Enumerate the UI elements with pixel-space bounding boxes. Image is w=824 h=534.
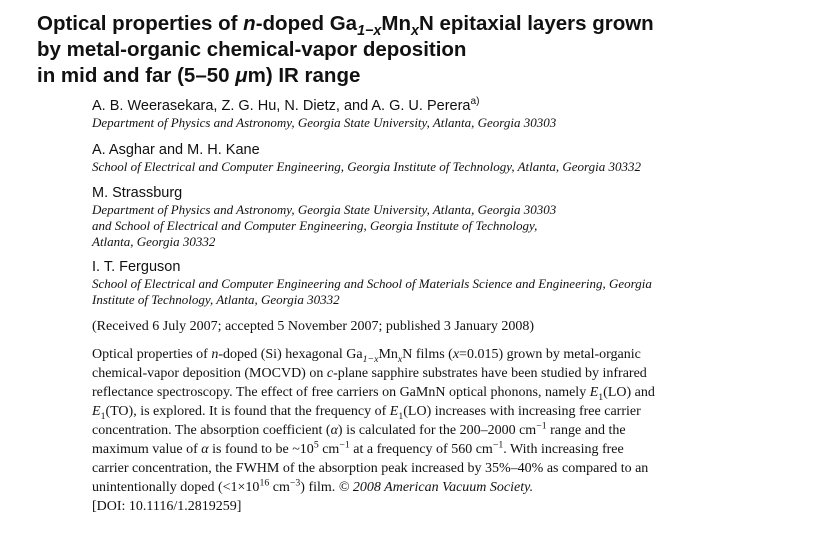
abstract-line: carrier concentration, the FWHM of the absorption peak increased by 35%–40% as compared to an <box>92 461 649 476</box>
title-text: -doped Ga <box>255 12 358 35</box>
abstract-text: at a frequency of 560 cm <box>349 442 493 457</box>
abstract-text: N films ( <box>402 347 453 362</box>
abstract-superscript: −1 <box>492 439 504 451</box>
affiliation-line: Department of Physics and Astronomy, Georgia State University, Atlanta, Georgia 30303 <box>92 202 557 217</box>
abstract-subscript: x <box>397 353 403 365</box>
abstract-text: (LO) increases with increasing free carrier <box>403 404 641 419</box>
affiliation-line: Institute of Technology, Atlanta, Georgia 30332 <box>92 292 340 307</box>
abstract-text: Mn <box>378 347 398 362</box>
abstract-superscript: −3 <box>289 477 301 489</box>
publication-dates: (Received 6 July 2007; accepted 5 November 2007; published 3 January 2008) <box>92 319 535 334</box>
abstract-line <box>92 478 732 497</box>
affiliation-line: Department of Physics and Astronomy, Georgia State University, Atlanta, Georgia 30303 <box>92 115 557 130</box>
abstract-text: (LO) and <box>603 385 655 400</box>
author-names: M. Strassburg <box>92 185 183 201</box>
title-line-2: by metal-organic chemical-vapor deposition <box>37 38 467 61</box>
author-text: A. B. Weerasekara, Z. G. Hu, N. Dietz, and A. G. U. Perera <box>92 98 471 114</box>
author-group-2 <box>92 141 792 175</box>
abstract-text: ) film. <box>300 480 339 495</box>
author-footnote-mark: a) <box>470 96 480 108</box>
title-subscript: 1−x <box>357 23 382 40</box>
abstract-subscript: 1 <box>398 410 404 422</box>
abstract-superscript: −1 <box>536 420 547 432</box>
affiliation-line: School of Electrical and Computer Engineering and School of Materials Science and Engineering, Georgia <box>92 276 652 291</box>
abstract-text: n <box>211 347 219 362</box>
author-group-4 <box>92 258 792 308</box>
abstract-line <box>92 402 732 421</box>
abstract-text: maximum value of <box>92 442 202 457</box>
abstract-line <box>92 345 732 364</box>
abstract-text: =0.015) grown by metal-organic <box>459 347 641 362</box>
author-names: I. T. Ferguson <box>92 259 181 275</box>
abstract-line <box>92 383 732 402</box>
abstract-text: Optical properties of <box>92 347 212 362</box>
abstract-text: (TO), is explored. It is found that the frequency of <box>105 404 390 419</box>
abstract-superscript: −1 <box>339 439 350 451</box>
affiliation-line: School of Electrical and Computer Engineering, Georgia Institute of Technology, Atlanta, Georgia 30332 <box>92 159 641 174</box>
abstract-text: is found to be ~10 <box>208 442 314 457</box>
abstract-line <box>92 440 732 459</box>
abstract-text: . With increasing free <box>503 442 624 457</box>
affiliation <box>92 159 792 175</box>
abstract-text: chemical-vapor deposition (MOCVD) on <box>92 366 327 381</box>
abstract-text: cm <box>269 480 290 495</box>
title-line-3 <box>37 63 797 89</box>
abstract-text: range and the <box>546 423 626 438</box>
author-group-1 <box>92 97 792 131</box>
abstract-text: E <box>389 404 399 419</box>
abstract-text: E <box>92 404 101 419</box>
abstract-text: ) is calculated for the 200–2000 cm <box>337 423 537 438</box>
abstract-subscript: 1 <box>598 391 604 403</box>
abstract-text: unintentionally doped (<1×10 <box>92 480 260 495</box>
abstract-text: c <box>326 366 334 381</box>
abstract-text: α <box>201 442 209 457</box>
abstract-line <box>92 421 732 440</box>
affiliation-line: and School of Electrical and Computer Engineering, Georgia Institute of Technology, <box>92 218 538 233</box>
title-line-1 <box>37 11 797 40</box>
abstract-text: concentration. The absorption coefficient ( <box>92 423 331 438</box>
title-text: Mn <box>381 12 412 35</box>
abstract-text: x <box>452 347 460 362</box>
abstract-line <box>92 364 732 383</box>
affiliation-line: Atlanta, Georgia 30332 <box>92 234 216 249</box>
abstract <box>92 345 732 516</box>
copyright-notice: © 2008 American Vacuum Society. <box>338 480 534 495</box>
abstract-text: α <box>330 423 338 438</box>
abstract-text: cm <box>318 442 340 457</box>
abstract-superscript: 5 <box>313 439 319 451</box>
title-text: n <box>243 12 256 35</box>
doi: [DOI: 10.1116/1.2819259] <box>92 499 242 514</box>
abstract-text: E <box>589 385 599 400</box>
affiliation <box>92 115 792 131</box>
author-names: A. Asghar and M. H. Kane <box>92 142 260 158</box>
title-text: m) IR range <box>247 64 361 87</box>
affiliation <box>92 202 792 250</box>
title-text: Optical properties of <box>37 12 244 35</box>
abstract-text: reflectance spectroscopy. The effect of free carriers on GaMnN optical phonons, namely <box>92 385 590 400</box>
abstract-subscript: 1 <box>100 410 106 422</box>
abstract-text: -doped (Si) hexagonal Ga <box>218 347 363 362</box>
affiliation <box>92 276 792 308</box>
abstract-superscript: 16 <box>259 477 270 489</box>
author-group-3 <box>92 184 792 250</box>
abstract-subscript: 1−x <box>362 353 379 365</box>
abstract-text: -plane sapphire substrates have been studied by infrared <box>333 366 647 381</box>
title-text: μ <box>235 64 248 87</box>
title-text: N epitaxial layers grown <box>419 12 654 35</box>
paper-title <box>37 11 797 89</box>
author-names <box>92 97 792 115</box>
title-text: in mid and far (5–50 <box>37 64 236 87</box>
title-subscript: x <box>411 23 419 40</box>
